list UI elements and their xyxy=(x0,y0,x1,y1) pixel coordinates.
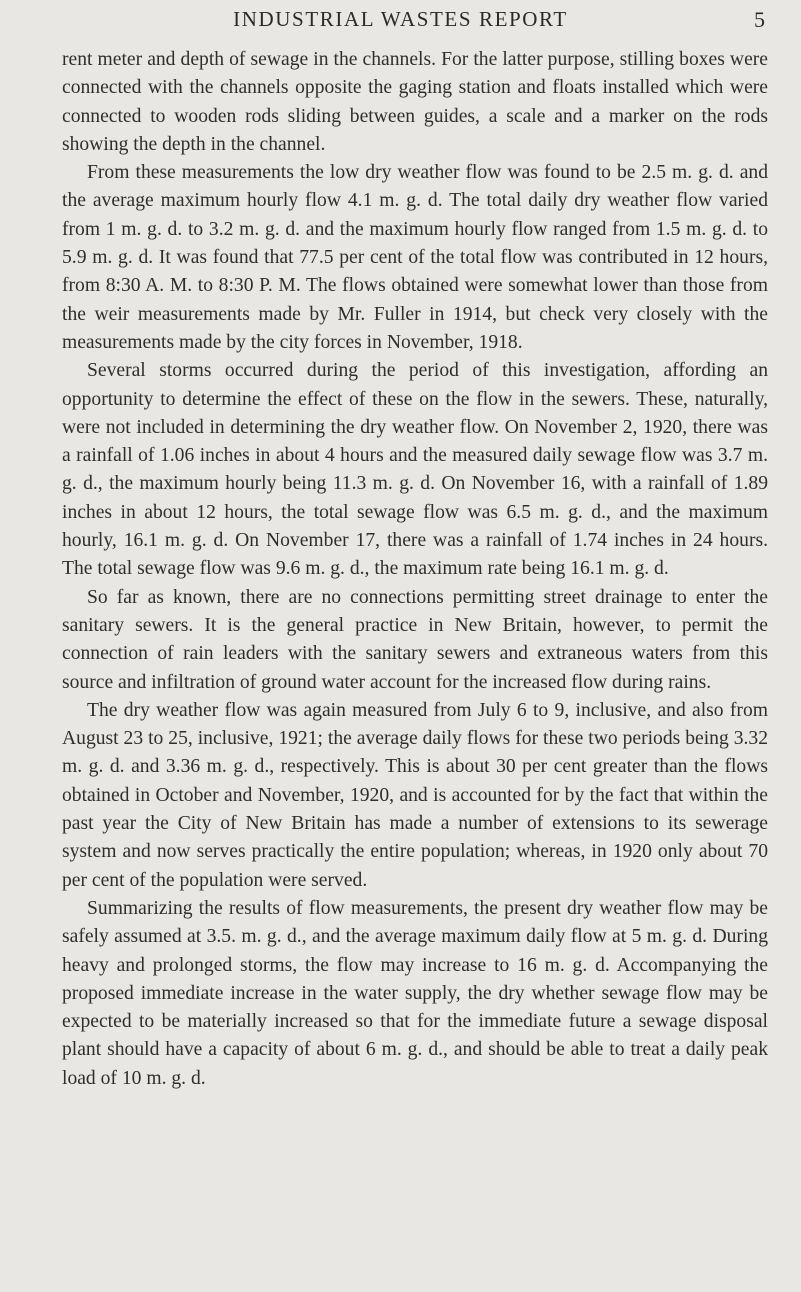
running-head: INDUSTRIAL WASTES REPORT xyxy=(233,7,568,31)
page-number: 5 xyxy=(754,7,765,32)
paragraph: rent meter and depth of sewage in the channels. For the latter purpose, stilling boxes were connected with the channels opposite the gaging station and floats installed which were connected to wooden rods sliding between guides, a scale and a marker on the rods showing the depth in the channel. xyxy=(62,49,768,155)
paragraph: So far as known, there are no connections permitting street drainage to enter the sanitary sewers. It is the general practice in New Britain, however, to permit the connection of rain leaders with the sanitary sewers and extraneous waters from this source and infiltration of ground water account for the increased flow during rains. xyxy=(62,586,768,693)
paragraph: From these measurements the low dry weather flow was found to be 2.5 m. g. d. and the average maximum hourly flow 4.1 m. g. d. The total daily dry weather flow varied from 1 m. g. d. to 3.2 m. g. d. and the maximum hourly flow ranged from 1.5 m. g. d. to 5.9 m. g. d. It was found that 77.5 per cent of the total flow was contributed in 12 hours, from 8:30 A. M. to 8:30 P. M. The flows obtained were somewhat lower than those from the weir measurements made by Mr. Fuller in 1914, but check very closely with the measurements made by the city forces in November, 1918. xyxy=(62,162,768,353)
paragraph: Several storms occurred during the period of this investigation, affording an opportunity to determine the effect of these on the flow in the sewers. These, naturally, were not included in determining the dry weather flow. On November 2, 1920, there was a rainfall of 1.06 inches in about 4 hours and the measured daily sewage flow was 3.7 m. g. d., the maximum hourly being 11.3 m. g. d. On November 16, with a rainfall of 1.89 inches in about 12 hours, the total sewage flow was 6.5 m. g. d., and the maximum hourly, 16.1 m. g. d. On November 17, there was a rainfall of 1.74 inches in 24 hours. The total sewage flow was 9.6 m. g. d., the maximum rate being 16.1 m. g. d. xyxy=(62,360,768,580)
body-text xyxy=(62,46,768,1093)
paragraph: The dry weather flow was again measured from July 6 to 9, inclusive, and also from August 23 to 25, inclusive, 1921; the average daily flows for these two periods being 3.32 m. g. d. and 3.36 m. g. d., respectively. This is about 30 per cent greater than the flows obtained in October and November, 1920, and is accounted for by the fact that within the past year the City of New Britain has made a number of extensions to its sewerage system and now serves practically the entire population; whereas, in 1920 only about 70 per cent of the population were served. xyxy=(62,699,768,891)
paragraph: Summarizing the results of flow measurements, the present dry weather flow may be safely assumed at 3.5. m. g. d., and the average maximum daily flow at 5 m. g. d. During heavy and prolonged storms, the flow may increase to 16 m. g. d. Accompanying the proposed immediate increase in the water supply, the dry whether sewage flow may be expected to be materially increased so that for the immediate future a sewage disposal plant should have a capacity of about 6 m. g. d., and should be able to treat a daily peak load of 10 m. g. d. xyxy=(62,897,768,1089)
page-header xyxy=(0,7,801,37)
